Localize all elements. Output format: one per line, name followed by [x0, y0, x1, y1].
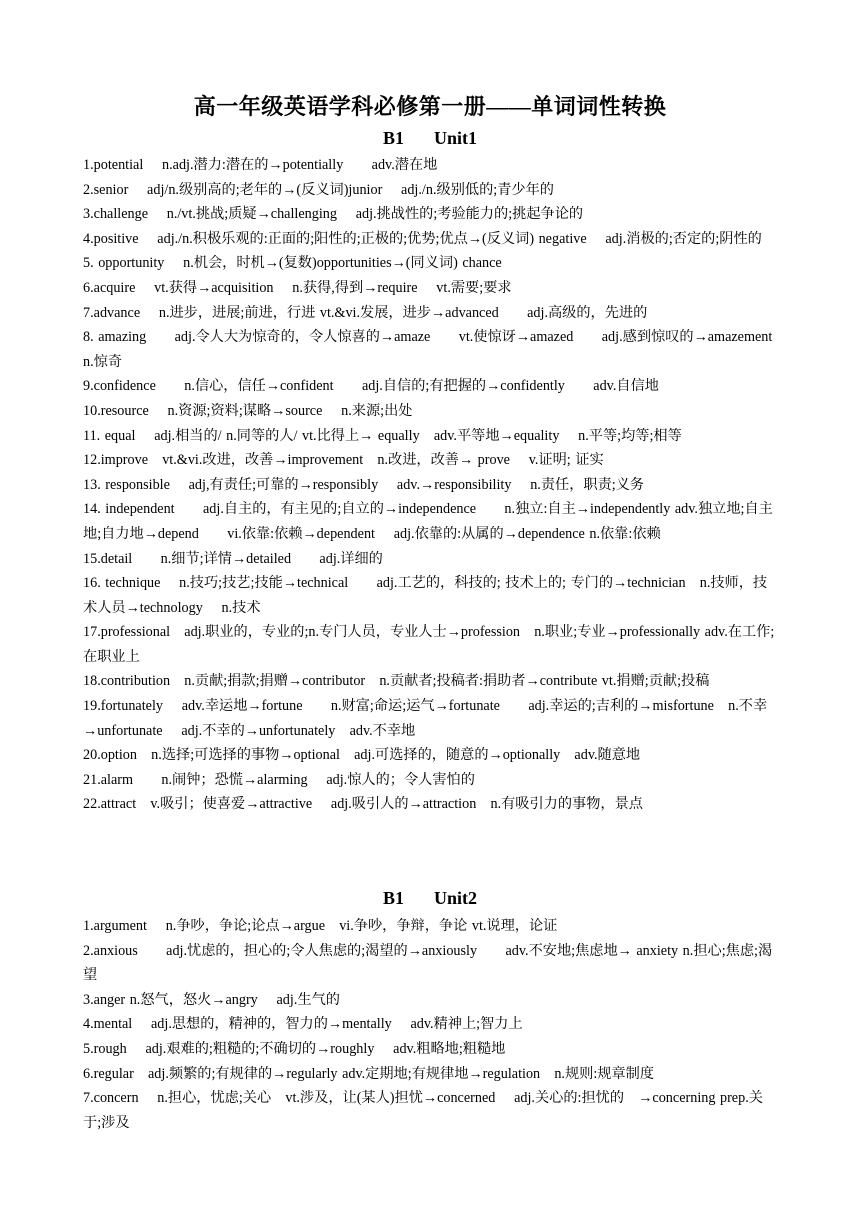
unit2-book-label: B1 [382, 888, 404, 908]
unit1-heading [0, 128, 860, 149]
unit2-entry-6: 6.regular adj.频繁的;有规律的→regularly adv.定期地;有规律地→regulation n.规则:规章制度 [83, 1065, 655, 1082]
unit1-entry-19: 19.fortunately adv.幸运地→fortune n.财富;命运;运气→fortunate adj.幸运的;吉利的→misfortune n.不幸→unfortunate adj.不幸的→unfortunately adv.不幸地 [83, 698, 768, 739]
unit1-entry-9: 9.confidence n.信心，信任→confident adj.自信的;有把握的→confidently adv.自信地 [83, 378, 659, 395]
unit1-entry-21: 21.alarm n.闹钟；恐慌→alarming adj.惊人的；令人害怕的 [83, 771, 475, 788]
unit1-entry-6: 6.acquire vt.获得→acquisition n.获得,得到→require vt.需要;要求 [83, 279, 512, 296]
unit2-entry-4: 4.mental adj.思想的，精神的，智力的→mentally adv.精神上;智力上 [83, 1016, 523, 1033]
unit1-entry-11: 11. equal adj.相当的/ n.同等的人/ vt.比得上→ equally adv.平等地→equality n.平等;均等;相等 [83, 427, 682, 444]
unit1-entry-3: 3.challenge n./vt.挑战;质疑→challenging adj.挑战性的;考验能力的;挑起争论的 [83, 206, 584, 223]
unit2-entry-5: 5.rough adj.艰难的;粗糙的;不确切的→roughly adv.粗略地;粗糙地 [83, 1040, 506, 1057]
unit2-entry-1: 1.argument n.争吵，争论;论点→argue vi.争吵，争辩，争论 vt.说理，论证 [83, 918, 558, 934]
unit1-entry-4: 4.positive adj./n.积极乐观的:正面的;阳性的;正极的;优势;优点→(反义词) negative adj.消极的;否定的;阴性的 [83, 230, 762, 247]
unit1-entry-17: 17.professional adj.职业的，专业的;n.专门人员，专业人士→profession n.职业;专业→professionally adv.在工作;在职业上 [83, 624, 775, 665]
unit1-entry-13: 13. responsible adj,有责任;可靠的→responsibly adv.→responsibility n.责任，职责;义务 [83, 476, 645, 493]
unit1-entry-16: 16. technique n.技巧;技艺;技能→technical adj.工艺的，科技的; 技术上的; 专门的→technician n.技师，技术人员→technology n.技术 [83, 575, 768, 616]
unit1-entry-18: 18.contribution n.贡献;捐款;捐赠→contributor n.贡献者;投稿者:捐助者→contribute vt.捐赠;贡献;投稿 [83, 673, 710, 690]
unit1-unit-label: Unit1 [434, 128, 478, 148]
unit2-entry-3: 3.anger n.怒气，怒火→angry adj.生气的 [83, 991, 340, 1008]
unit1-entry-22: 22.attract v.吸引；使喜爱→attractive adj.吸引人的→attraction n.有吸引力的事物，景点 [83, 796, 643, 813]
unit2-entry-7: 7.concern n.担心，忧虑;关心 vt.涉及，让(某人)担忧→concerned adj.关心的:担忧的 →concerning prep.关于;涉及 [83, 1090, 763, 1131]
unit1-entry-14: 14. independent adj.自主的，有主见的;自立的→independence n.独立:自主→independently adv.独立地;自主地;自力地→depend vi.依靠:依赖→dependent adj.依靠的:从属的→dependence n.依靠:依赖 [83, 501, 773, 542]
unit1-entry-5: 5. opportunity n.机会，时机→(复数)opportunities→(同义词) chance [83, 255, 502, 272]
unit1-entry-15: 15.detail n.细节;详情→detailed adj.详细的 [83, 550, 383, 567]
unit2-entry-list [83, 914, 781, 1135]
unit1-entry-8: 8. amazing adj.令人大为惊奇的，令人惊喜的→amaze vt.使惊讶→amazed adj.感到惊叹的→amazement n.惊奇 [83, 329, 801, 370]
unit1-entry-7: 7.advance n.进步，进展;前进，行进 vt.&vi.发展，进步→advanced adj.高级的，先进的 [83, 304, 648, 321]
unit1-book-label: B1 [382, 128, 404, 148]
unit1-entry-10: 10.resource n.资源;资料;谋略→source n.来源;出处 [83, 402, 413, 419]
unit2-heading [0, 888, 860, 909]
unit2-unit-label: Unit2 [434, 888, 478, 908]
page-title: 高一年级英语学科必修第一册——单词词性转换 [193, 94, 667, 119]
unit1-entry-1: 1.potential n.adj.潜力:潜在的→potentially adv.潜在地 [83, 157, 438, 173]
unit1-entry-20: 20.option n.选择;可选择的事物→optional adj.可选择的，随意的→optionally adv.随意地 [83, 747, 641, 764]
unit1-entry-12: 12.improve vt.&vi.改进，改善→improvement n.改进，改善→ prove v.证明; 证实 [83, 452, 604, 469]
unit1-entry-2: 2.senior adj/n.级别高的;老年的→(反义词)junior adj./n.级别低的;青少年的 [83, 181, 554, 198]
unit1-entry-list [83, 153, 801, 817]
unit2-entry-2: 2.anxious adj.忧虑的，担心的;令人焦虑的;渴望的→anxiously adv.不安地;焦虑地→ anxiety n.担心;焦虑;渴望 [83, 942, 773, 984]
